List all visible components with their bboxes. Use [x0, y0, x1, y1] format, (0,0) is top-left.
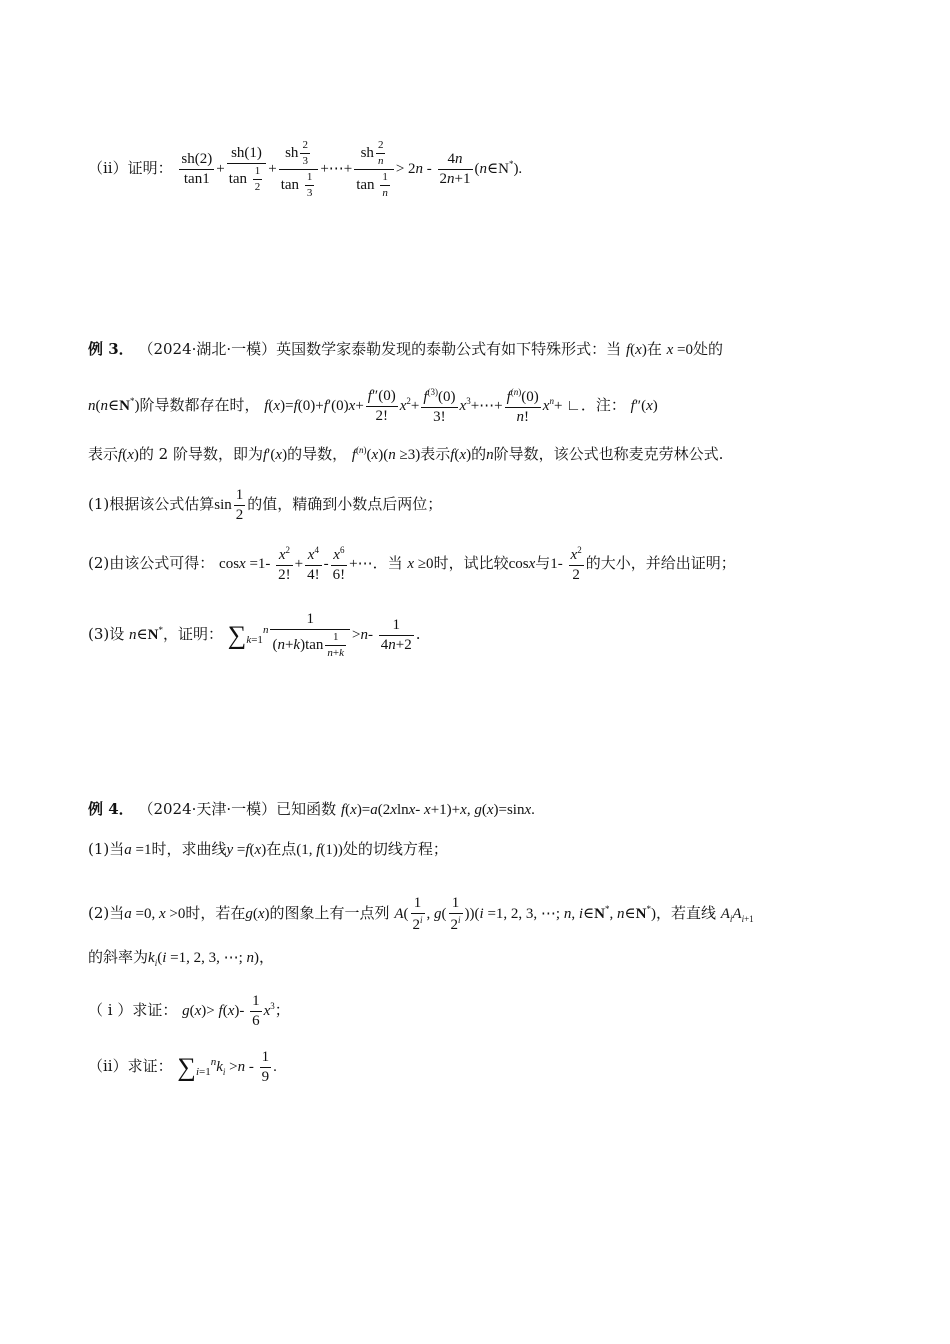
example4-source: （2024·天津·一模） [138, 800, 277, 818]
example4-label: 例 4． [88, 800, 134, 818]
example4-ii: （ii）求证： $\sum_{i=1}^nk_i >n$ - $\frac{1}{9}$ . [88, 1049, 277, 1085]
example3-source: （2024·湖北·一模） [138, 340, 277, 358]
example3-label: 例 3． [88, 340, 134, 358]
example3-intro: 英国数学家泰勒发现的泰勒公式有如下特殊形式：当 [276, 340, 622, 358]
example4-q2-line2: 的斜率为$k_i(i =1$, 2, 3, ⋯; n)， [88, 948, 275, 968]
example3-q2: (2)由该公式可得： cosx =1- $\frac{x^2}{2!}$ + $\frac{x^4}{4!}$ - $\frac{x^6}{6!}$ +⋯．当 x ≥0时，试比较cosx与1- $\frac{x^2}{2}$ 的大小，并给出证明； [88, 545, 736, 583]
example4-i: （ i ）求证： g(x)> f(x)- $\frac{1}{6}$ $x^3$； [88, 993, 290, 1029]
ii-proof-formula: $\frac{sh(2)}{\tan 1}$ + sh(1) tan $\frac{1}{2}$ + sh $\frac{2}{3}$ tan $\frac{1}{3}$ +⋯+ sh $\frac{2}{n}$ tan $\frac{1}{n}$ > 2n - $\frac{4n}{2n+1}$ (n∈N*). [181, 139, 523, 199]
example3-q3: (3)设 n∈N*，证明： $\sum_{k=1}^n$ 1 (n+k)tan $\frac{1}{n+k}$ >n- $\frac{1}{4n+2}$ . [88, 611, 421, 659]
example4-q1: (1)当a =1时，求曲线y =f(x)在点(1, f(1))处的切线方程； [88, 840, 448, 858]
example4-line1: 例 4． （2024·天津·一模）已知函数 f(x)=a(2xlnx- x+1)+x, g(x)=sinx. [88, 800, 535, 818]
ii-proof-line [88, 140, 522, 199]
example3-line3: 表示f(x)的 2 阶导数，即为f′(x)的导数， $f^{(n)}(x)(n \ge 3)$表示f(x)的n阶导数，该公式也称麦克劳林公式. [88, 445, 724, 463]
example3-line1: 例 3． （2024·湖北·一模）英国数学家泰勒发现的泰勒公式有如下特殊形式：当 f(x)在 x =0处的 [88, 340, 724, 358]
example3-line2: n(n∈N*)阶导数都存在时， f(x)=f(0)+f′(0)x+ $\frac{f''(0)}{2!}$ $x^2+$ $\frac{f^{(3)}(0)}{3!}$ $x^3+\cdots+$ $\frac{f^{(n)}(0)}{n!}$ $x^n+$ ∟．注： f″(x) [88, 387, 658, 425]
ii-proof-label: （ii）证明： [88, 158, 173, 177]
example4-q2: (2)当a =0, x >0时，若在g(x)的图象上有一点列 A( $\frac{1}{2^i}$ , g( $\frac{1}{2^i}$ ))(i =1, 2, 3, ⋯; n, i∈N*, n∈N*)，若直线 $A_iA_{i+1}$ [88, 895, 754, 933]
taylor-formula: f(x)=f(0)+f′(0)x+ $\frac{f''(0)}{2!}$ $x^2+$ $\frac{f^{(3)}(0)}{3!}$ $x^3+\cdots+$ $\frac{f^{(n)}(0)}{n!}$ $x^n+$ ∟ [264, 387, 581, 425]
example3-q1: (1)根据该公式估算sin $\frac{1}{2}$ 的值，精确到小数点后两位； [88, 487, 443, 523]
